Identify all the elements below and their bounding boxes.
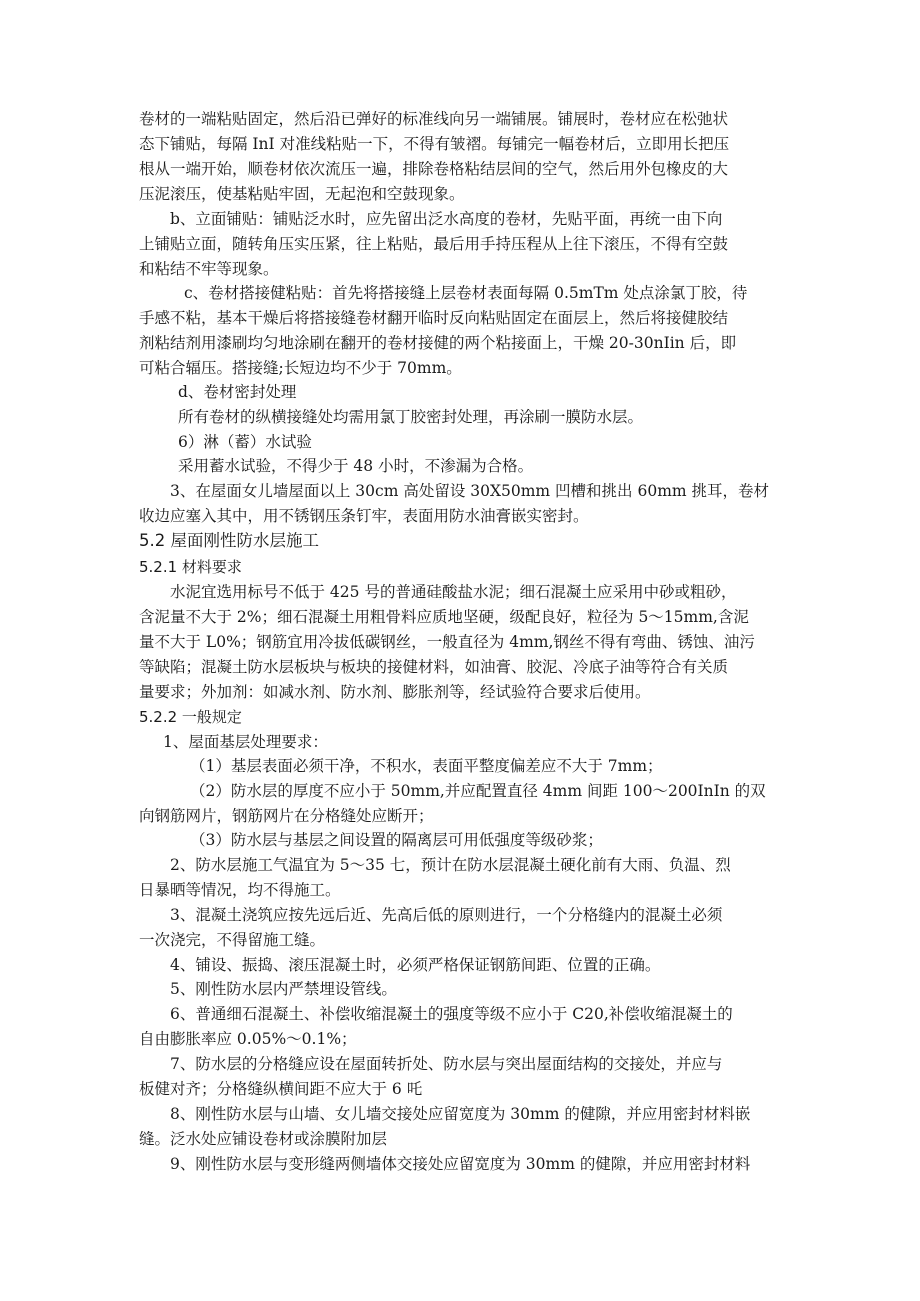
text-line: 等缺陷；混凝土防水层板块与板块的接健材料，如油膏、胶泥、冷底子油等符合有关质 [139, 658, 729, 676]
text-line: 剂粘结剂用漆刷均匀地涂刷在翻开的卷材接健的两个粘接面上，干燥 20-30nIin 后，即 [139, 334, 737, 352]
text-line: 量不大于 L0%；钢筋宜用冷拔低碳钢丝，一般直径为 4mm,钢丝不得有弯曲、锈蚀、油污 [139, 633, 755, 651]
text-line: 板健对齐；分格缝纵横间距不应大于 6 吒 [139, 1080, 423, 1098]
text-line: 5、刚性防水层内严禁埋设管线。 [170, 980, 397, 998]
text-line: 7、防水层的分格缝应设在屋面转折处、防水层与突出屋面结构的交接处，并应与 [170, 1055, 723, 1073]
text-line: 8、刚性防水层与山墙、女儿墙交接处应留宽度为 30mm 的健隙，并应用密封材料嵌 [170, 1105, 751, 1123]
text-line: c、卷材搭接健粘贴：首先将搭接缝上层卷材表面每隔 0.5mTm 处点涂氯丁胶，待 [184, 284, 748, 302]
text-line: （2）防水层的厚度不应小于 50mm,并应配置直径 4mm 间距 100～200InIn 的双 [190, 782, 766, 800]
text-line: 态下铺贴，每隔 InI 对准线粘贴一下，不得有皱褶。每铺完一幅卷材后，立即用长把压 [139, 135, 730, 153]
text-line: （3）防水层与基层之间设置的隔离层可用低强度等级砂浆； [190, 831, 603, 849]
text-line: d、卷材密封处理 [178, 383, 297, 401]
text-line: 可粘合辐压。搭接缝;长短边均不少于 70mm。 [139, 359, 462, 377]
text-line: 所有卷材的纵横接缝处均需用氯丁胶密封处理，再涂刷一膜防水层。 [178, 408, 644, 426]
subsection-heading: 5.2.1 材料要求 [139, 558, 242, 576]
text-line: 采用蓄水试验，不得少于 48 小时，不渗漏为合格。 [178, 457, 534, 475]
text-line: 根从一端开始，顺卷材依次流压一遍，排除卷格粘结层间的空气，然后用外包橡皮的大 [139, 160, 729, 178]
text-line: 压泥滚压，使基粘贴牢固，无起泡和空鼓现象。 [139, 185, 465, 203]
text-line: 量要求；外加剂：如减水剂、防水剂、膨胀剂等，经试验符合要求后使用。 [139, 683, 651, 701]
text-line: 9、刚性防水层与变形缝两侧墙体交接处应留宽度为 30mm 的健隙，并应用密封材料 [170, 1155, 751, 1173]
text-line: 缝。泛水处应铺设卷材或涂膜附加层 [139, 1130, 388, 1148]
text-line: 卷材的一端粘贴固定，然后沿已弹好的标准线向另一端铺展。铺展时，卷材应在松弛状 [139, 110, 729, 128]
text-line: 收边应塞入其中，用不锈钢压条钉牢，表面用防水油膏嵌实密封。 [139, 507, 589, 525]
text-line: 一次浇完，不得留施工缝。 [139, 931, 326, 949]
text-line: 4、铺设、振捣、滚压混凝土时，必须严格保证钢筋间距、位置的正确。 [170, 956, 661, 974]
text-line: 2、防水层施工气温宜为 5～35 七，预计在防水层混凝土硬化前有大雨、负温、烈 [170, 856, 731, 874]
text-line: 3、混凝土浇筑应按先远后近、先高后低的原则进行，一个分格缝内的混凝土必须 [170, 906, 723, 924]
text-line: 含泥量不大于 2%；细石混凝土用粗骨料应质地坚硬，级配良好，粒径为 5～15mm,含泥 [139, 608, 749, 626]
text-line: 3、在屋面女儿墙屋面以上 30cm 高处留设 30X50mm 凹槽和挑出 60mm 挑耳，卷材 [170, 482, 770, 500]
text-line: （1）基层表面必须干净，不积水，表面平整度偏差应不大于 7mm； [190, 757, 663, 775]
text-line: 和粘结不牢等现象。 [139, 260, 279, 278]
subsection-heading: 5.2.2 一般规定 [139, 708, 242, 726]
text-line: 手感不粘，基本干燥后将搭接缝卷材翻开临时反向粘贴固定在面层上，然后将接健胶结 [139, 309, 729, 327]
section-heading: 5.2 屋面刚性防水层施工 [139, 531, 319, 550]
text-line: 自由膨胀率应 0.05%～0.1%； [139, 1030, 357, 1048]
text-line: b、立面铺贴：铺贴泛水时，应先留出泛水高度的卷材，先贴平面，再统一由下向 [170, 210, 723, 228]
text-line: 6、普通细石混凝土、补偿收缩混凝土的强度等级不应小于 C20,补偿收缩混凝土的 [170, 1005, 733, 1023]
text-line: 6）淋（蓄）水试验 [178, 433, 312, 451]
text-line: 上铺贴立面，随转角压实压紧，往上粘贴，最后用手持压程从上往下滚压，不得有空鼓 [139, 235, 729, 253]
text-line: 1、屋面基层处理要求： [163, 733, 328, 751]
text-line: 水泥宜选用标号不低于 425 号的普通硅酸盐水泥；细石混凝土应采用中砂或粗砂， [170, 583, 737, 601]
text-line: 向钢筋网片，钢筋网片在分格缝处应断开； [139, 807, 434, 825]
text-line: 日暴晒等情况，均不得施工。 [139, 881, 341, 899]
